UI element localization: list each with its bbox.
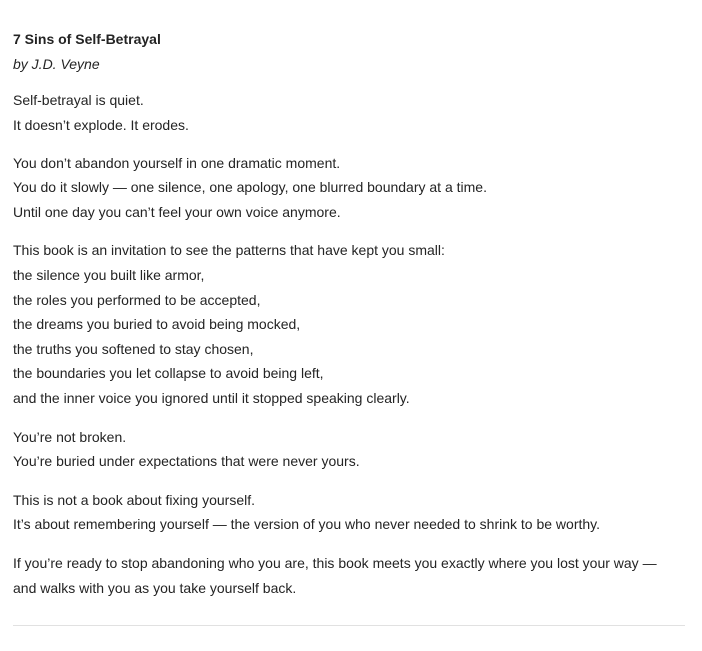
text-line: You’re not broken. (13, 428, 127, 445)
text-line: Self-betrayal is quiet. (13, 92, 144, 108)
text-line: the dreams you buried to avoid being mocked, (13, 316, 301, 333)
paragraph-1 (13, 88, 685, 137)
text-line: Until one day you can’t feel your own voice anymore. (13, 203, 341, 220)
divider (13, 625, 685, 626)
text-line: If you’re ready to stop abandoning who you are, this book meets you exactly where you lost your way — (13, 555, 657, 571)
paragraph-6 (13, 551, 685, 600)
text-line: It doesn’t explode. It erodes. (13, 116, 189, 133)
text-line: and the inner voice you ignored until it stopped speaking clearly. (13, 390, 410, 407)
text-line: the boundaries you let collapse to avoid being left, (13, 365, 324, 382)
paragraph-2 (13, 151, 685, 225)
paragraph-5 (13, 488, 685, 537)
document-body (13, 29, 685, 600)
text-line: the roles you performed to be accepted, (13, 291, 261, 308)
book-title: 7 Sins of Self-Betrayal (13, 31, 161, 47)
text-line: You do it slowly — one silence, one apology, one blurred boundary at a time. (13, 179, 487, 196)
paragraph-3 (13, 238, 685, 410)
text-line: You’re buried under expectations that were never yours. (13, 453, 360, 470)
text-line: the truths you softened to stay chosen, (13, 340, 254, 357)
text-line: and walks with you as you take yourself back. (13, 579, 297, 596)
paragraph-4 (13, 425, 685, 474)
book-author: by J.D. Veyne (13, 56, 100, 72)
text-line: This is not a book about fixing yourself. (13, 491, 256, 508)
text-line: the silence you built like armor, (13, 267, 205, 284)
text-line: It’s about remembering yourself — the version of you who never needed to shrink to be worthy. (13, 516, 601, 533)
text-line: You don’t abandon yourself in one dramatic moment. (13, 154, 341, 171)
text-line: This book is an invitation to see the patterns that have kept you small: (13, 242, 445, 259)
